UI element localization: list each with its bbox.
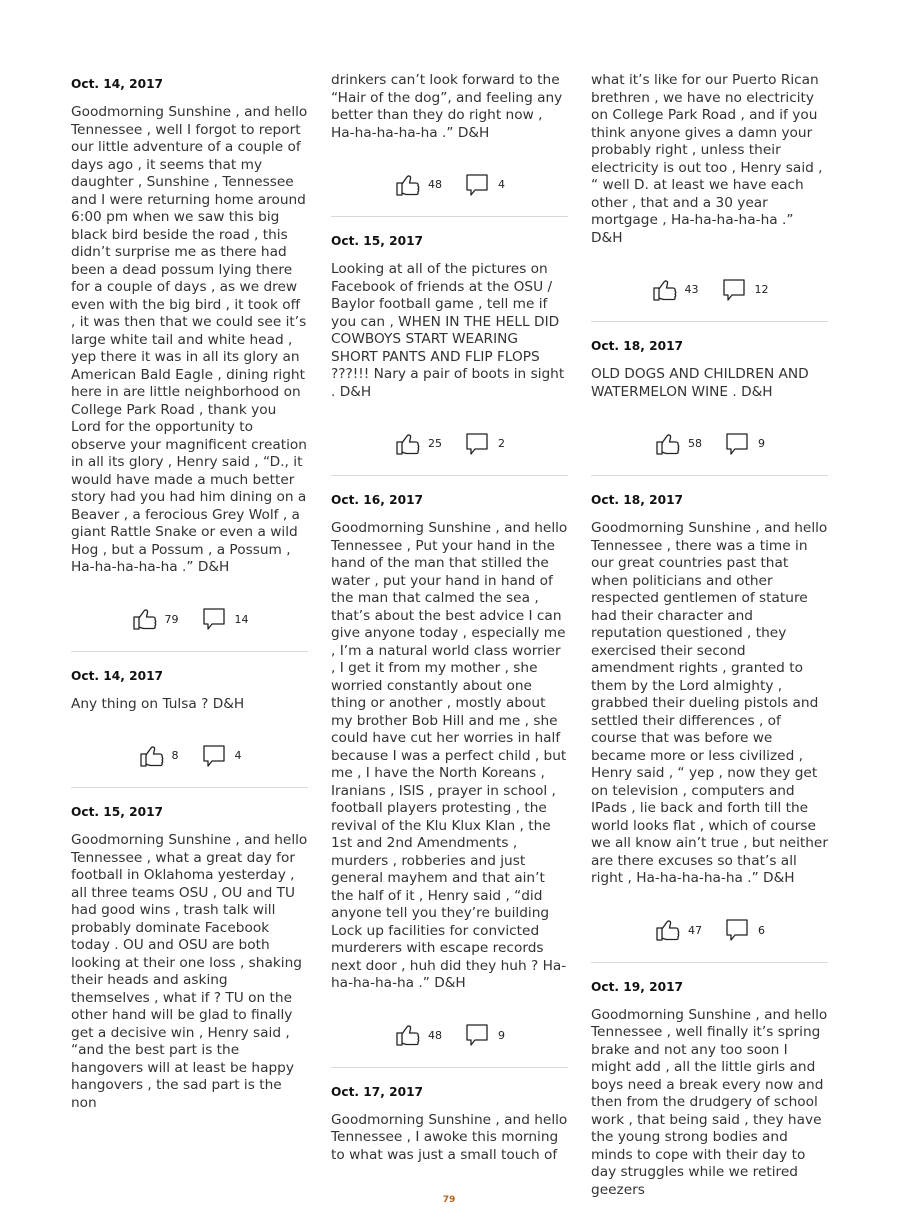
speech-bubble-icon[interactable] <box>724 431 750 457</box>
post-date: Oct. 18, 2017 <box>591 339 684 353</box>
post <box>71 77 308 652</box>
post-body: what it’s like for our Puerto Rican brethren , we have no electricity on College Park Road , and if you think anyone gives a damn your probably right , unless their electricity is out too , Henry said , “ well D. at least we have each other , that and a 30 year mortgage , Ha-ha-ha-ha-ha .” D&H <box>591 72 823 246</box>
post-body: Any thing on Tulsa ? D&H <box>71 695 245 712</box>
speech-bubble-icon[interactable] <box>464 172 490 198</box>
post-body: Goodmorning Sunshine , and hello Tennessee , what a great day for football in Oklahoma yesterday , all three teams OSU , OU and TU had good wins , trash talk will probably dominate Facebook today . OU and OSU are both looking at their one loss , shaking their heads and asking themselves , what if ? TU on the other hand will be glad to finally get a decisive win , Henry said , “and the best part is the hangovers will at least be happy hangovers , the sad part is the non <box>71 832 308 1111</box>
thumbs-up-icon[interactable] <box>654 917 680 943</box>
post-stats <box>331 427 568 460</box>
thumbs-up-icon[interactable] <box>654 431 680 457</box>
post-stats <box>331 1019 568 1052</box>
post-date: Oct. 15, 2017 <box>331 234 424 248</box>
post-continuation <box>591 72 828 322</box>
comment-stat[interactable] <box>724 431 765 457</box>
post-body: Goodmorning Sunshine , and hello Tennessee , Put your hand in the hand of the man that stilled the water , put your hand in hand of the man that calmed the sea , that’s about the best advice I can give anyone today , especially me , I’m a natural world class worrier , I get it from my mother , she worried constantly about one thing or another , mostly about my brother Bob Hill and me , she could have cut her worries in half because I was a perfect child , but me , I have the North Koreans , Iranians , ISIS , prayer in school , football players protesting , the revival of the Klu Klux Klan , the 1st and 2nd Amendments , murders , robberies and just general mayhem and that ain’t the half of it , Henry said , “did anyone tell you they’re building Lock up facilities for convicted murderers with escape records next door , huh did they huh ? Ha-ha-ha-ha-ha .” D&H <box>331 520 568 991</box>
thumbs-up-icon[interactable] <box>394 172 420 198</box>
thumbs-up-icon[interactable] <box>138 743 164 769</box>
post-body: Goodmorning Sunshine , and hello Tennessee , well I forgot to report our little adventure of a couple of days ago , it seems that my daughter , Sunshine , Tennessee and I were returning home around 6:00 pm when we saw this big black bird beside the road , this didn’t surprise me as there had been a dead possum lying there for a couple of days , as we drew even with the big bird , it took off , it was then that we could see it’s large white tail and white head , yep there it was in all its glory an American Bald Eagle , dining right here in are little neighborhood on College Park Road , thank you Lord for the opportunity to observe your magnificent creation in all its glory , Henry said , “D., it would have made a much better story had you had him dining on a Beaver , a ferocious Grey Wolf , a giant Rattle Snake or even a wild Hog , but a Possum , a Possum , Ha-ha-ha-ha-ha .” D&H <box>71 104 308 575</box>
like-count: 48 <box>428 178 442 191</box>
like-count: 58 <box>688 437 702 450</box>
post-date: Oct. 18, 2017 <box>591 493 684 507</box>
post-body: Goodmorning Sunshine , and hello Tennessee , I awoke this morning to what was just a small touch of <box>331 1111 568 1163</box>
comment-stat[interactable] <box>724 917 765 943</box>
thumbs-up-icon[interactable] <box>651 277 677 303</box>
speech-bubble-icon[interactable] <box>201 743 227 769</box>
like-count: 43 <box>684 283 699 296</box>
post-stats <box>71 739 308 772</box>
post-stats <box>71 603 308 636</box>
post-date: Oct. 17, 2017 <box>331 1084 424 1099</box>
post-body: Goodmorning Sunshine , and hello Tennessee , well finally it’s spring brake and not any too soon I might add , all the little girls and boys need a break every now and then from the drudgery of school work , that being said , they have the young strong bodies and minds to cope with their day to day struggles while we retired geezers <box>591 1006 828 1198</box>
comment-stat[interactable] <box>464 172 505 198</box>
post-body: drinkers can’t look forward to the “Hair of the dog”, and feeling any better than they do right now , Ha-ha-ha-ha-ha .” D&H <box>331 72 563 141</box>
speech-bubble-icon[interactable] <box>724 917 750 943</box>
like-stat[interactable] <box>394 172 442 198</box>
comment-stat[interactable] <box>721 277 769 303</box>
comment-stat[interactable] <box>464 1022 505 1048</box>
post-stats <box>591 914 828 947</box>
like-count: 47 <box>688 923 702 937</box>
like-stat[interactable] <box>394 431 442 457</box>
comment-count: 14 <box>234 612 249 626</box>
comment-count: 12 <box>754 283 769 296</box>
post <box>591 339 828 476</box>
column-3 <box>591 60 828 1199</box>
post-date: Oct. 14, 2017 <box>71 668 164 683</box>
like-stat[interactable] <box>131 606 179 632</box>
comment-stat[interactable] <box>201 606 249 632</box>
like-stat[interactable] <box>651 277 699 303</box>
post <box>591 980 828 1200</box>
column-2 <box>331 60 568 1164</box>
post-stats <box>591 273 828 306</box>
post-stats <box>331 168 568 201</box>
thumbs-up-icon[interactable] <box>394 431 420 457</box>
post-body: Looking at all of the pictures on Facebook of friends at the OSU / Baylor football game , tell me if you can , WHEN IN THE HELL DID COWBOYS START WEARING SHORT PANTS AND FLIP FLOPS ???!!! Nary a pair of boots in sight . D&H <box>331 261 565 400</box>
post-date: Oct. 14, 2017 <box>71 77 164 91</box>
post-date: Oct. 15, 2017 <box>71 805 164 819</box>
comment-stat[interactable] <box>464 431 505 457</box>
like-count: 79 <box>164 612 179 626</box>
like-count: 25 <box>428 437 442 450</box>
like-count: 48 <box>428 1028 442 1042</box>
comment-count: 2 <box>498 437 505 450</box>
post-date: Oct. 16, 2017 <box>331 493 424 507</box>
post <box>331 1085 568 1165</box>
comment-count: 6 <box>758 923 765 937</box>
speech-bubble-icon[interactable] <box>201 606 227 632</box>
like-count: 8 <box>171 749 179 762</box>
like-stat[interactable] <box>654 431 702 457</box>
comment-count: 4 <box>498 178 505 191</box>
like-stat[interactable] <box>138 743 179 769</box>
page-number: 79 <box>442 1195 456 1205</box>
comment-count: 9 <box>758 437 765 450</box>
thumbs-up-icon[interactable] <box>394 1022 420 1048</box>
like-stat[interactable] <box>654 917 702 943</box>
post-date: Oct. 19, 2017 <box>591 979 684 994</box>
post <box>71 805 308 1112</box>
thumbs-up-icon[interactable] <box>131 606 157 632</box>
post <box>71 669 308 789</box>
post <box>591 493 828 963</box>
comment-stat[interactable] <box>201 743 242 769</box>
post-stats <box>591 427 828 460</box>
post <box>331 493 568 1068</box>
post-body: OLD DOGS AND CHILDREN AND WATERMELON WINE . D&H <box>591 366 809 400</box>
post-continuation <box>331 72 568 217</box>
post <box>331 234 568 476</box>
speech-bubble-icon[interactable] <box>464 1022 490 1048</box>
speech-bubble-icon[interactable] <box>464 431 490 457</box>
comment-count: 4 <box>234 749 242 762</box>
post-body: Goodmorning Sunshine , and hello Tennessee , there was a time in our great countries past that when politicians and other respected gentlemen of stature had their character and reputation questioned , they exercised their second amendment rights , granted to them by the Lord almighty , grabbed their dueling pistols and settled their differences , of course that was before we became more or less civilized , Henry said , “ yep , now they get on television , computers and IPads , lie back and forth till the world looks flat , which of course we all know ain’t true , but neither are there excuses so that’s all right , Ha-ha-ha-ha-ha .” D&H <box>591 520 828 886</box>
comment-count: 9 <box>498 1028 505 1042</box>
like-stat[interactable] <box>394 1022 442 1048</box>
speech-bubble-icon[interactable] <box>721 277 747 303</box>
column-1 <box>71 60 308 1112</box>
